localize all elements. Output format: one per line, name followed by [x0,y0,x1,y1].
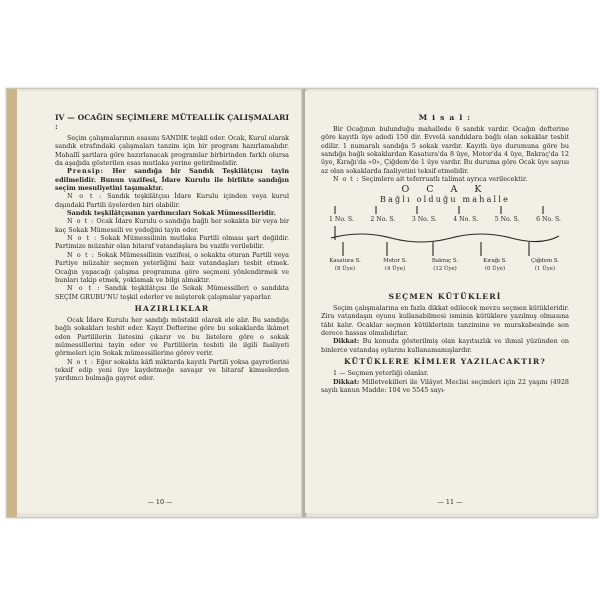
example-heading: M i s a l : [418,113,472,122]
diagram-mahalle-label: Bağlı olduğu mahalle [379,194,511,204]
street-item [475,258,515,273]
note-label: N o t : [67,250,95,259]
preparations-heading: HAZIRLIKLAR [134,303,210,313]
voter-registry-heading: SEÇMEN KÜTÜKLERİ [388,292,502,302]
street-labels [321,258,569,273]
street-member-count: (0 Üye) [484,265,506,272]
street-member-count: (4 Üye) [384,265,406,272]
note-text: Ocak İdare Kurulu o sandığa bağlı her sokakta bir veya bir kaç Sokak Mümessili ve yedeğini tayin eder. [55,217,289,234]
ballot-box-label: 5 No. S. [494,216,520,224]
principle-label: Prensip: [67,167,104,176]
street-item [375,258,415,273]
right-page [305,91,595,513]
who-registered-heading: KÜTÜKLERE KİMLER YAZILACAKTIR? [344,357,546,367]
note-label: N o t : [67,192,103,201]
note-label: N o t : [67,217,95,226]
note-paragraph [55,217,289,234]
voter-registry-paragraph: Seçim çalışmalarına en fazla dikkat edilecek mevzu seçmen kütükleridir. Zira vatandaşın oyunu kullanabilmesi isminin kütüklere yazılmış olmasına tâbi kalır. Ocaklar seçmen kütüklerinin tanzimine ve murakabesinde son derece hassas olmalıdırlar. [321,304,569,338]
ballot-box-diagram [321,206,569,292]
street-name: Bakraç S. [431,258,459,265]
left-page-content [55,113,289,383]
street-name: Çiğdem S. [531,258,559,265]
ballot-box-labels [321,216,569,224]
ballot-box-label: 2 No. S. [370,216,396,224]
note-paragraph [55,284,289,301]
street-item [525,258,565,273]
open-booklet [6,88,598,518]
note-text: Seçimlere ait teferruatlı talimat ayrıca verilecektir. [361,175,528,184]
street-item [325,258,365,273]
street-name: Motor S. [383,258,407,265]
street-rep-heading: Sandık teşkilâtçısının yardımcıları Sokak Mümessilleridir. [67,209,276,218]
note-text: Sokak Mümessilinin mutlaka Partili olması şart değildir. Partimize müzahir olan bitaraf vatandaşlara bu vazife verilebilir. [55,234,289,251]
note-text: Sokak Mümessilinin vazifesi, o sokakta oturan Partili veya Partiye müzahir seçmen yeterliğini haiz vatandaşları tesbit etmek. Ocağın yapacağı çalışma programına göre seçmeni yönlendirmek ve bunları takip etmek, yoklamak ve bilgi almaktır. [55,250,289,284]
attention-paragraph [321,378,569,395]
ballot-box-label: 1 No. S. [329,216,354,224]
attention-text: Bu konuda gösterilmiş olan kayıtsızlık ve ihmal yüzünden on binlerce vatandaş oylarını kullanamamışlardır. [321,337,569,354]
example-paragraph: Bir Ocağının bulunduğu mahallede 6 sandık vardır. Ocağın defterine göre kayıtlı üye adedi 150 dir. Evvelâ sandıklara bağlı olan sokaklar tesbit edilir. 1 numaralı sandığa 5 sokak vardır. Kayıtlı üye durumuna göre bu sandığa bağlı sokaklardan Kasatura'da 8 üye, Motor'da 4 üye, Bakraç'da 12 üye, Kırağı'da «0», Çiğdem'de 1 üye vardır. Bu duruma göre Ocak üye sayısı az olan sokaklarda faaliyetini teksif etmelidir. [321,125,569,175]
note-label: N o t : [67,284,101,293]
intro-paragraph: Seçim çalışmalarının esasını SANDIK teşkil eder. Ocak, Kurul olarak sandık etrafındaki çalışmaları tanzim için bir program hazırlamalıdır. Mahallî şartlara göre hazırlanacak programlar birbirinden farklı olursa da aşağıda gösterilen esas mutlaka yerine getirilmelidir. [55,134,289,168]
list-item: 1 — Seçmen yeterliği olanlar. [333,369,429,378]
note-text: Eğer sokakta kâfi miktarda kayıtlı Partili yoksa gayretlerini teksif edip yeni üye kaydetmeğe savaşır ve bitaraf kimselerden yardımcı bulmağa gayret eder. [55,357,289,383]
attention-label: Dikkat: [333,337,360,346]
note-paragraph [55,234,289,251]
diagram-street-line [331,234,559,242]
note-paragraph [55,192,289,209]
street-name: Kırağı S. [483,258,507,265]
book-edge [7,89,17,517]
section-heading: IV — OCAĞIN SEÇİMLERE MÜTEALLİK ÇALIŞMALARI : [55,113,289,131]
page-number: — 11 — [437,498,463,506]
ballot-box-label: 6 No. S. [536,216,561,224]
preparations-paragraph: Ocak İdare Kurulu her sandığı müstakil olarak ele alır. Bu sandığa bağlı sokakları tesbit eder. Kayıt Defterine göre bu sokaklarda ikâmet eden Partililerin listesini çıkarır ve bu listelere göre o sokak mümessillerini tayin eder ve Partililerin tesbiti ile ilgili faaliyeti görmeleri için Sokak mümessillerine görev verir. [55,315,289,358]
street-name: Kasatura S. [329,258,361,265]
attention-paragraph [321,337,569,354]
note-paragraph [55,251,289,284]
street-member-count: (12 Üye) [433,265,457,272]
note-paragraph [55,358,289,383]
street-item [425,258,465,273]
note-label: N o t : [67,357,94,366]
note-text: Sandık teşkilâtçısı ile Sokak Mümessilleri o sandıkta SEÇİM GRUBU'NU teşkil ederler ve müşterek çalışmalar yaparlar. [55,284,289,301]
note-label: N o t : [67,234,98,243]
note-label: N o t : [333,175,360,184]
street-member-count: (8 Üye) [334,265,356,272]
ballot-box-label: 4 No. S. [453,216,479,224]
right-page-content [321,113,569,394]
principle-paragraph [55,167,289,192]
ballot-box-label: 3 No. S. [411,216,437,224]
page-number: — 10 — [147,498,173,506]
left-page [17,91,303,513]
note-text: Sandık teşkilâtçısı İdare Kurulu içinden veya kurul dışındaki Partili üyelerden biri olabilir. [55,192,289,209]
diagram-ocak-title: O C A K [401,184,489,196]
note-paragraph [321,175,569,183]
attention-label: Dikkat: [333,377,360,386]
street-member-count: (1 Üye) [534,265,556,272]
principle-text: Her sandığa bir Sandık Teşkilâtçısı tayin edilmelidir. Bunun vazifesi, İdare Kurulu ile birlikte sandığın seçim mesuliyetini taşımaktır. [55,167,289,193]
attention-text: Milletvekilleri ile Vilâyet Meclisi seçimleri için 22 yaşını (4928 sayılı kanun Madde: 104 ve 5545 sayı- [321,377,569,394]
